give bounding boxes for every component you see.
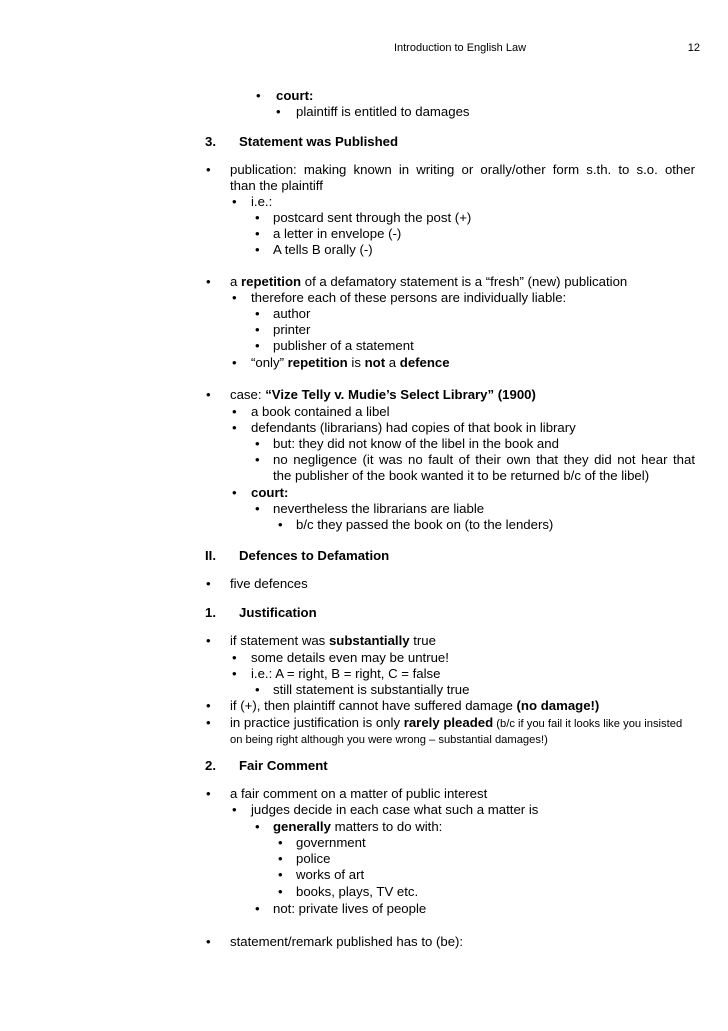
emphasis: substantially bbox=[328, 633, 410, 648]
bullet: • bbox=[255, 901, 260, 916]
list-item: judges decide in each case what such a matter is bbox=[251, 802, 539, 817]
list-item bbox=[251, 355, 450, 371]
list-item: nevertheless the librarians are liable bbox=[273, 501, 485, 516]
bullet: • bbox=[256, 88, 261, 103]
bullet: • bbox=[232, 802, 237, 817]
case-citation bbox=[230, 387, 536, 403]
list-item bbox=[230, 715, 682, 732]
list-item: a letter in envelope (-) bbox=[273, 226, 402, 241]
section-number: 2. bbox=[205, 758, 216, 773]
text: if (+), then plaintiff cannot have suffered damage bbox=[230, 698, 517, 713]
list-item: works of art bbox=[296, 867, 365, 882]
section-title: Statement was Published bbox=[239, 134, 399, 149]
list-item: police bbox=[296, 851, 331, 866]
list-item: therefore each of these persons are individually liable: bbox=[251, 290, 567, 305]
list-item bbox=[273, 819, 442, 835]
list-item: not: private lives of people bbox=[273, 901, 427, 916]
list-item: statement/remark published has to (be): bbox=[230, 934, 464, 949]
bullet: • bbox=[255, 210, 260, 225]
emphasis: not bbox=[364, 355, 386, 370]
list-item: A tells B orally (-) bbox=[273, 242, 373, 257]
bullet: • bbox=[255, 242, 260, 257]
text: of a defamatory statement is a “fresh” (new) publication bbox=[301, 274, 628, 289]
text: is bbox=[347, 355, 365, 370]
bullet: • bbox=[255, 322, 260, 337]
court-label: court: bbox=[276, 88, 314, 103]
list-item: postcard sent through the post (+) bbox=[273, 210, 472, 225]
bullet: • bbox=[255, 501, 260, 516]
bullet: • bbox=[232, 420, 237, 435]
list-item: publication: making known in writing or orally/other form s.th. to s.o. other bbox=[230, 162, 695, 177]
bullet: • bbox=[206, 934, 211, 949]
bullet: • bbox=[206, 633, 211, 648]
page-number: 12 bbox=[687, 42, 700, 54]
bullet: • bbox=[232, 485, 237, 500]
emphasis: defence bbox=[399, 355, 450, 370]
bullet: • bbox=[206, 576, 211, 591]
bullet: • bbox=[278, 517, 283, 532]
bullet: • bbox=[206, 715, 211, 730]
list-item bbox=[230, 698, 599, 714]
bullet: • bbox=[232, 404, 237, 419]
bullet: • bbox=[206, 786, 211, 801]
list-item: but: they did not know of the libel in the book and bbox=[273, 436, 559, 451]
section-title: Justification bbox=[239, 605, 317, 620]
emphasis: generally bbox=[273, 819, 331, 834]
list-item: books, plays, TV etc. bbox=[296, 884, 419, 899]
bullet: • bbox=[206, 162, 211, 177]
bullet: • bbox=[255, 452, 260, 467]
list-item: defendants (librarians) had copies of that book in library bbox=[251, 420, 576, 435]
list-item-continuation: the publisher of the book wanted it to be returned b/c of the libel) bbox=[273, 468, 650, 483]
text: a bbox=[385, 355, 400, 370]
bullet: • bbox=[232, 290, 237, 305]
bullet: • bbox=[232, 194, 237, 209]
list-item: a fair comment on a matter of public interest bbox=[230, 786, 488, 801]
bullet: • bbox=[278, 867, 283, 882]
list-item-continuation: on being right although you were wrong – substantial damages!) bbox=[230, 734, 548, 746]
list-item: no negligence (it was no fault of their own that they did not hear that bbox=[273, 452, 695, 467]
text: case: bbox=[230, 387, 266, 402]
list-item: b/c they passed the book on (to the lenders) bbox=[296, 517, 554, 532]
bullet: • bbox=[232, 650, 237, 665]
bullet: • bbox=[255, 338, 260, 353]
list-item: government bbox=[296, 835, 366, 850]
text: “only” bbox=[251, 355, 288, 370]
text: true bbox=[409, 633, 436, 648]
bullet: • bbox=[206, 698, 211, 713]
section-number: II. bbox=[205, 548, 216, 563]
bullet: • bbox=[206, 274, 211, 289]
bullet: • bbox=[232, 666, 237, 681]
list-item-continuation: than the plaintiff bbox=[230, 178, 323, 193]
emphasis: rarely pleaded bbox=[403, 715, 494, 730]
section-title: Fair Comment bbox=[239, 758, 328, 773]
bullet: • bbox=[278, 835, 283, 850]
list-item bbox=[230, 274, 627, 290]
text: matters to do with: bbox=[330, 819, 443, 834]
bullet: • bbox=[278, 884, 283, 899]
emphasis: repetition bbox=[287, 355, 348, 370]
list-item: some details even may be untrue! bbox=[251, 650, 449, 665]
section-number: 3. bbox=[205, 134, 216, 149]
bullet: • bbox=[206, 387, 211, 402]
aside-note: (b/c if you fail it looks like you insisted bbox=[493, 718, 683, 730]
court-label: court: bbox=[251, 485, 289, 500]
list-item bbox=[230, 633, 436, 649]
emphasis: repetition bbox=[241, 274, 302, 289]
list-item: i.e.: bbox=[251, 194, 273, 209]
running-header-title: Introduction to English Law bbox=[393, 42, 527, 54]
list-item: plaintiff is entitled to damages bbox=[296, 104, 470, 119]
list-item: five defences bbox=[230, 576, 308, 591]
list-item: a book contained a libel bbox=[251, 404, 390, 419]
list-item: still statement is substantially true bbox=[273, 682, 470, 697]
case-name: “Vize Telly v. Mudie’s Select Library” (1900) bbox=[265, 387, 536, 402]
list-item: i.e.: A = right, B = right, C = false bbox=[251, 666, 441, 681]
section-number: 1. bbox=[205, 605, 216, 620]
text: a bbox=[230, 274, 241, 289]
text: in practice justification is only bbox=[230, 715, 404, 730]
bullet: • bbox=[276, 104, 281, 119]
list-item: author bbox=[273, 306, 311, 321]
list-item: printer bbox=[273, 322, 311, 337]
bullet: • bbox=[278, 851, 283, 866]
bullet: • bbox=[232, 355, 237, 370]
section-title: Defences to Defamation bbox=[239, 548, 390, 563]
bullet: • bbox=[255, 819, 260, 834]
list-item: publisher of a statement bbox=[273, 338, 414, 353]
bullet: • bbox=[255, 226, 260, 241]
text: if statement was bbox=[230, 633, 329, 648]
bullet: • bbox=[255, 436, 260, 451]
bullet: • bbox=[255, 306, 260, 321]
emphasis: (no damage!) bbox=[516, 698, 600, 713]
bullet: • bbox=[255, 682, 260, 697]
